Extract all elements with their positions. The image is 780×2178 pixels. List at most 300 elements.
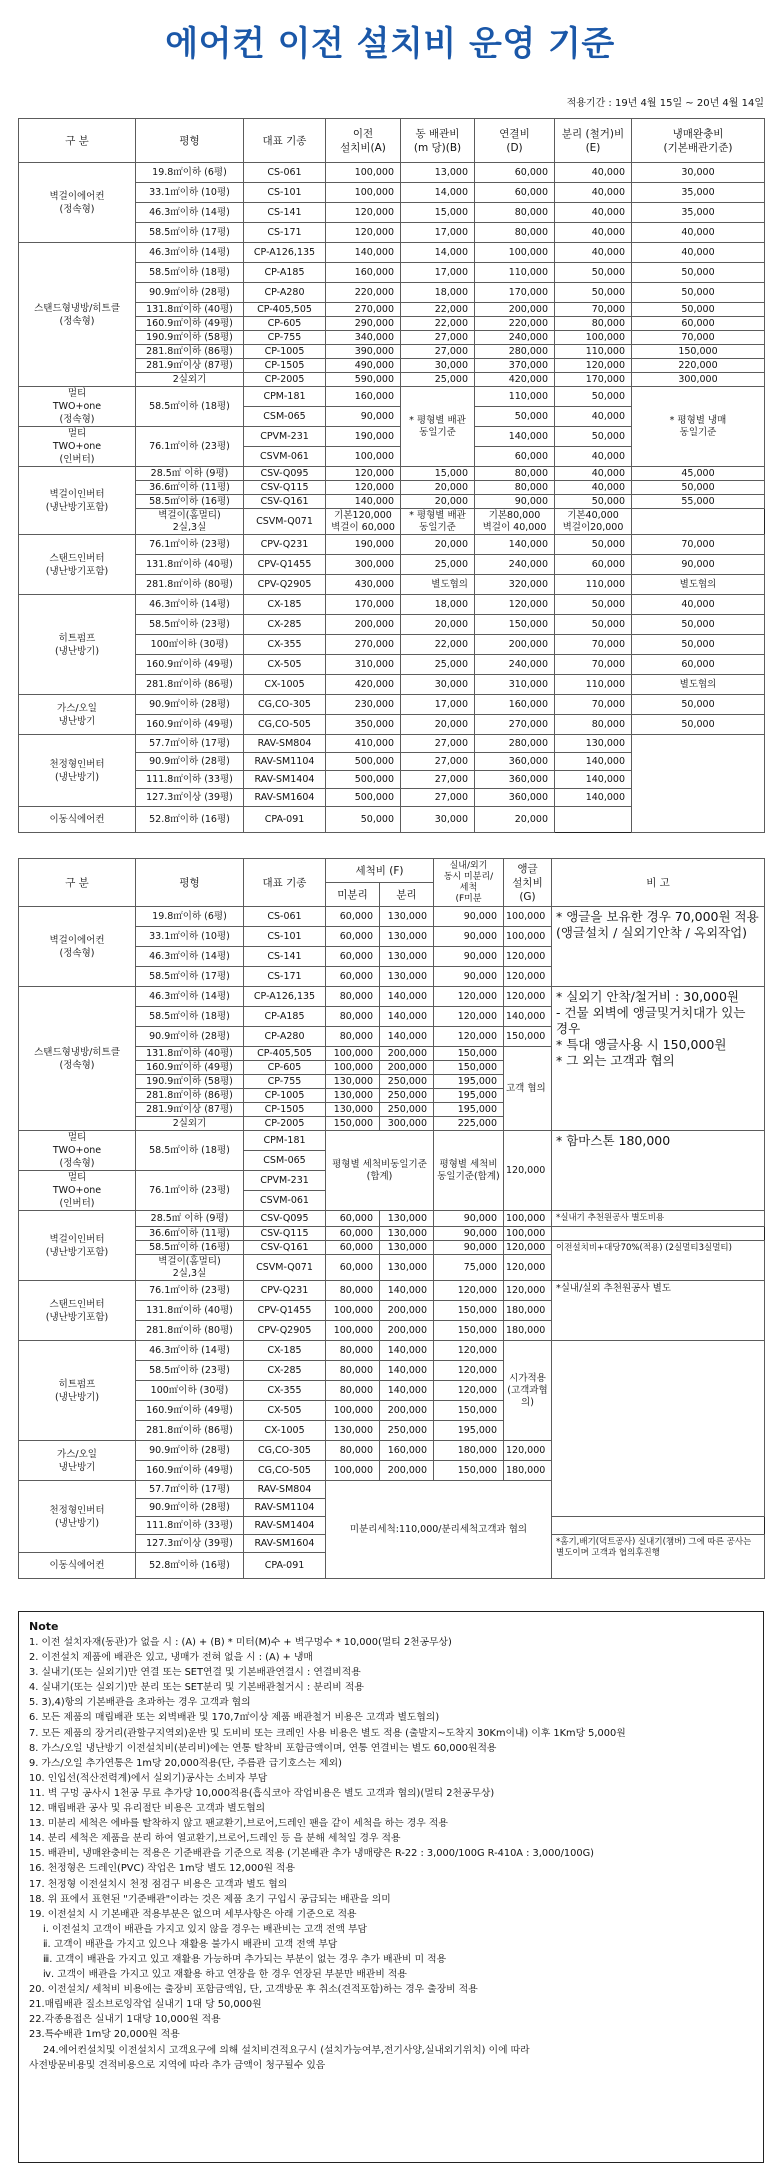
outdoor-cleaning-cell: 90,000	[434, 967, 504, 987]
connection-fee-cell: 280,000	[475, 345, 555, 359]
separation-fee-cell: 기본40,000 벽걸이20,000	[555, 509, 632, 535]
size-cell: 76.1㎡이하 (23평)	[136, 535, 244, 555]
size-cell: 58.5㎡이하 (18평)	[136, 1131, 244, 1171]
outdoor-cleaning-cell: 180,000	[434, 1441, 504, 1461]
pipe-fee-cell: 27,000	[401, 789, 475, 807]
connection-fee-cell: 140,000	[475, 535, 555, 555]
category-cell: 벽걸이에어컨 (정속형)	[19, 907, 136, 987]
angle-fee-cell: 100,000	[504, 1227, 552, 1241]
size-cell: 160.9㎡이하 (49평)	[136, 1061, 244, 1075]
model-cell: CX-1005	[244, 675, 326, 695]
move-fee-cell: 290,000	[326, 317, 401, 331]
pipe-fee-cell: 20,000	[401, 715, 475, 735]
model-cell: CSV-Q095	[244, 1211, 326, 1227]
model-cell: CX-355	[244, 635, 326, 655]
size-cell: 19.8㎡이하 (6평)	[136, 163, 244, 183]
connection-fee-cell: 50,000	[475, 407, 555, 427]
move-fee-cell: 120,000	[326, 223, 401, 243]
note-line: 24.에어컨설치및 이전설치시 고객요구에 의해 설치비견적요구시 (설치가능여부,전기사양,실내외기위치) 이에 따라	[43, 2044, 530, 2056]
outdoor-cleaning-cell: 90,000	[434, 1227, 504, 1241]
model-cell: CX-285	[244, 615, 326, 635]
size-cell: 76.1㎡이하 (23평)	[136, 1171, 244, 1211]
model-cell: CPV-Q231	[244, 1281, 326, 1301]
outdoor-cleaning-cell: 120,000	[434, 1341, 504, 1361]
pipe-fee-cell: 14,000	[401, 243, 475, 263]
model-cell: RAV-SM804	[244, 1481, 326, 1499]
connection-fee-cell: 360,000	[475, 753, 555, 771]
pipe-fee-cell: 22,000	[401, 635, 475, 655]
cleaning-no-separation-cell: 100,000	[326, 1047, 380, 1061]
connection-fee-cell: 360,000	[475, 771, 555, 789]
model-cell: RAV-SM1604	[244, 1535, 326, 1553]
model-cell: CSVM-061	[244, 447, 326, 467]
note-line: 21.매립배관 질소브로잉작업 실내기 1대 당 50,000원	[29, 1999, 262, 2011]
connection-fee-cell: 140,000	[475, 427, 555, 447]
pipe-fee-cell: 22,000	[401, 317, 475, 331]
model-cell: CSM-065	[244, 407, 326, 427]
move-fee-cell: 430,000	[326, 575, 401, 595]
model-cell: CPV-Q2905	[244, 575, 326, 595]
size-cell: 160.9㎡이하 (49평)	[136, 1401, 244, 1421]
move-fee-cell: 270,000	[326, 635, 401, 655]
pipe-fee-cell: 30,000	[401, 675, 475, 695]
header-outdoor-cleaning: 실내/외기 동시 미분리/ 세척 (F미분	[434, 859, 504, 907]
note-line: 13. 미분리 세척은 에바를 탈착하지 않고 팬교환기,브로어,드레인 팬을 같이 세척을 하는 경우 적용	[29, 1818, 448, 1830]
separation-fee-cell: 40,000	[555, 447, 632, 467]
separation-fee-cell: 110,000	[555, 345, 632, 359]
move-fee-cell: 160,000	[326, 387, 401, 407]
note-line: ⅳ. 고객이 배관을 가지고 있고 재활용 하고 연장을 한 경우 연장된 부분만 배관비 적용	[43, 1969, 407, 1981]
move-fee-cell: 50,000	[326, 807, 401, 833]
outdoor-cleaning-cell: 120,000	[434, 1361, 504, 1381]
category-cell: 스탠드형냉방/히트클 (정속형)	[19, 987, 136, 1131]
outdoor-cleaning-cell: 225,000	[434, 1117, 504, 1131]
outdoor-cleaning-cell: 150,000	[434, 1401, 504, 1421]
model-cell: CX-1005	[244, 1421, 326, 1441]
move-fee-cell: 170,000	[326, 595, 401, 615]
angle-fee-cell: 120,000	[504, 1241, 552, 1255]
outdoor-cleaning-cell: 120,000	[434, 1281, 504, 1301]
table2-body	[19, 907, 765, 1579]
model-cell: CP-605	[244, 317, 326, 331]
size-cell: 2실외기	[136, 373, 244, 387]
cleaning-no-separation-cell: 100,000	[326, 1061, 380, 1075]
refrigerant-fee-cell: 70,000	[632, 535, 765, 555]
cleaning-no-separation-cell: 130,000	[326, 1421, 380, 1441]
move-fee-cell: 90,000	[326, 407, 401, 427]
model-cell: RAV-SM804	[244, 735, 326, 753]
pipe-fee-cell: 13,000	[401, 163, 475, 183]
size-cell: 281.8㎡이하 (80평)	[136, 575, 244, 595]
cleaning-no-separation-cell: 60,000	[326, 1241, 380, 1255]
model-cell: CPM-181	[244, 387, 326, 407]
cleaning-separation-cell: 130,000	[380, 967, 434, 987]
remarks-cell	[552, 1341, 765, 1517]
cleaning-separation-cell: 140,000	[380, 1381, 434, 1401]
refrigerant-fee-cell: 50,000	[632, 263, 765, 283]
header-pipe-fee: 동 배관비 (m 당)(B)	[401, 119, 475, 163]
connection-fee-cell: 200,000	[475, 635, 555, 655]
note-line: 19. 이전설치 시 기본배관 적용부분은 없으며 세부사항은 아래 기준으로 적용	[29, 1908, 357, 1920]
model-cell: CPV-Q1455	[244, 555, 326, 575]
size-cell: 76.1㎡이하 (23평)	[136, 1281, 244, 1301]
cleaning-no-separation-cell: 80,000	[326, 1007, 380, 1027]
note-line: 4. 실내기(또는 실외기)만 분리 또는 SET분리 및 기본배관철거시 : 분리비 적용	[29, 1682, 364, 1694]
cleaning-separation-cell: 140,000	[380, 987, 434, 1007]
separation-fee-cell: 140,000	[555, 771, 632, 789]
pipe-fee-cell: 25,000	[401, 373, 475, 387]
size-cell: 281.8㎡이하 (80평)	[136, 1321, 244, 1341]
separation-fee-cell: 50,000	[555, 615, 632, 635]
category-cell: 천정형인버터 (냉난방기)	[19, 735, 136, 807]
size-cell: 19.8㎡이하 (6평)	[136, 907, 244, 927]
header-move-fee: 이전 설치비(A)	[326, 119, 401, 163]
cleaning-no-separation-cell: 150,000	[326, 1117, 380, 1131]
size-cell: 58.5㎡이하 (18평)	[136, 263, 244, 283]
separation-fee-cell: 50,000	[555, 263, 632, 283]
note-line: 3. 실내기(또는 실외기)만 연결 또는 SET연결 및 기본배관연결시 : 연결비적용	[29, 1667, 361, 1679]
refrigerant-fee-cell: 40,000	[632, 243, 765, 263]
size-cell: 160.9㎡이하 (49평)	[136, 715, 244, 735]
cleaning-no-separation-cell: 60,000	[326, 1255, 380, 1281]
table2-header-row	[19, 859, 765, 883]
note-line: 5. 3),4)항의 기본배관을 초과하는 경우 고객과 협의	[29, 1697, 251, 1709]
model-cell: CPA-091	[244, 1553, 326, 1579]
category-cell: 멀티 TWO+one (인버터)	[19, 1171, 136, 1211]
cleaning-separation-cell: 130,000	[380, 907, 434, 927]
category-cell: 스탠드인버터 (냉난방기포함)	[19, 535, 136, 595]
model-cell: CP-A185	[244, 263, 326, 283]
move-fee-cell: 120,000	[326, 481, 401, 495]
cleaning-separation-cell: 200,000	[380, 1061, 434, 1075]
remarks-cell: * 앵글을 보유한 경우 70,000원 적용 (앵글설치 / 실외기안착 / 옥외작업)	[552, 907, 765, 987]
model-cell: CG,CO-305	[244, 1441, 326, 1461]
separation-fee-cell: 40,000	[555, 407, 632, 427]
model-cell: CX-355	[244, 1381, 326, 1401]
pipe-fee-cell: 20,000	[401, 615, 475, 635]
connection-fee-cell: 기본80,000 벽걸이 40,000	[475, 509, 555, 535]
angle-fee-cell: 120,000	[504, 1131, 552, 1211]
size-cell: 111.8㎡이하 (33평)	[136, 771, 244, 789]
size-cell: 52.8㎡이하 (16평)	[136, 1553, 244, 1579]
table-row	[19, 907, 765, 927]
size-cell: 58.5㎡이하 (18평)	[136, 1007, 244, 1027]
cleaning-no-separation-cell: 60,000	[326, 907, 380, 927]
size-cell: 131.8㎡이하 (40평)	[136, 1047, 244, 1061]
cleaning-separation-cell: 200,000	[380, 1047, 434, 1061]
size-cell: 58.5㎡이하 (23평)	[136, 1361, 244, 1381]
separation-fee-cell: 40,000	[555, 223, 632, 243]
size-cell: 90.9㎡이하 (28평)	[136, 283, 244, 303]
separation-fee-cell: 40,000	[555, 467, 632, 481]
header-cleaning-fee: 세척비 (F)	[326, 859, 434, 883]
cleaning-no-separation-cell: 60,000	[326, 1227, 380, 1241]
size-cell: 111.8㎡이하 (33평)	[136, 1517, 244, 1535]
move-fee-cell: 420,000	[326, 675, 401, 695]
size-cell: 57.7㎡이하 (17평)	[136, 1481, 244, 1499]
cleaning-no-separation-cell: 100,000	[326, 1301, 380, 1321]
notes-list	[29, 1635, 753, 2073]
note-line: 22.각종용접은 실내기 1대당 10,000원 적용	[29, 2014, 221, 2026]
size-cell: 90.9㎡이하 (28평)	[136, 1027, 244, 1047]
size-cell: 58.5㎡이하 (17평)	[136, 967, 244, 987]
connection-fee-cell: 220,000	[475, 317, 555, 331]
refrigerant-fee-cell: 55,000	[632, 495, 765, 509]
category-cell: 가스/오일 냉난방기	[19, 695, 136, 735]
cleaning-no-separation-cell: 60,000	[326, 967, 380, 987]
note-line: 20. 이전설치/ 세척비 비용에는 출장비 포함금액임, 단, 고객방문 후 취소(견적포함)하는 경우 출장비 적용	[29, 1984, 478, 1996]
separation-fee-cell: 50,000	[555, 595, 632, 615]
model-cell: CP-1005	[244, 345, 326, 359]
model-cell: CP-755	[244, 331, 326, 345]
size-cell: 33.1㎡이하 (10평)	[136, 927, 244, 947]
note-line: 17. 천정형 이전설치시 천정 점검구 비용은 고객과 별도 협의	[29, 1878, 288, 1890]
model-cell: CP-A126,135	[244, 243, 326, 263]
angle-fee-cell: 180,000	[504, 1321, 552, 1341]
note-line: 8. 가스/오일 냉난방기 이전설치비(분리비)에는 연통 탈착비 포함금액이며, 연통 연결비는 별도 60,000원적용	[29, 1742, 497, 1754]
outdoor-cleaning-cell: 120,000	[434, 1007, 504, 1027]
connection-fee-cell: 310,000	[475, 675, 555, 695]
cleaning-separation-cell: 130,000	[380, 1211, 434, 1227]
separation-fee-cell: 40,000	[555, 481, 632, 495]
cleaning-no-separation-cell: 100,000	[326, 1401, 380, 1421]
separation-fee-cell: 50,000	[555, 283, 632, 303]
outdoor-cleaning-cell: 120,000	[434, 987, 504, 1007]
header-separation-fee: 분리 (철거)비 (E)	[555, 119, 632, 163]
model-cell: CX-185	[244, 595, 326, 615]
size-cell: 100㎡이하 (30평)	[136, 635, 244, 655]
refrigerant-fee-cell: 30,000	[632, 163, 765, 183]
move-fee-cell: 190,000	[326, 427, 401, 447]
connection-fee-cell: 420,000	[475, 373, 555, 387]
remarks-cell: * 함마스톤 180,000	[552, 1131, 765, 1211]
model-cell: CPV-Q231	[244, 535, 326, 555]
connection-fee-cell: 80,000	[475, 467, 555, 481]
cleaning-no-separation-cell: 60,000	[326, 1211, 380, 1227]
move-fee-cell: 160,000	[326, 263, 401, 283]
refrigerant-fee-cell: 별도협의	[632, 675, 765, 695]
outdoor-cleaning-cell: 150,000	[434, 1061, 504, 1075]
cleaning-separation-cell: 140,000	[380, 1027, 434, 1047]
header-size: 평형	[136, 859, 244, 907]
table-row	[19, 1341, 765, 1361]
cleaning-no-separation-cell: 미분리세척:110,000/분리세척고객과 협의	[326, 1481, 552, 1579]
outdoor-cleaning-cell: 195,000	[434, 1089, 504, 1103]
cleaning-separation-cell: 130,000	[380, 1255, 434, 1281]
move-fee-cell: 490,000	[326, 359, 401, 373]
model-cell: CS-171	[244, 967, 326, 987]
note-line: 23.특수배관 1m당 20,000원 적용	[29, 2029, 180, 2041]
outdoor-cleaning-cell: 평형별 세척비 동일기준(합계)	[434, 1131, 504, 1211]
refrigerant-fee-cell: 35,000	[632, 203, 765, 223]
model-cell: CPV-Q1455	[244, 1301, 326, 1321]
table-row	[19, 695, 765, 715]
size-cell: 58.5㎡이하 (17평)	[136, 223, 244, 243]
applicable-period: 적용기간 : 19년 4월 15일 ~ 20년 4월 14일	[566, 98, 764, 109]
model-cell: CSVM-061	[244, 1191, 326, 1211]
size-cell: 90.9㎡이하 (28평)	[136, 695, 244, 715]
connection-fee-cell: 280,000	[475, 735, 555, 753]
category-cell: 멀티 TWO+one (정속형)	[19, 1131, 136, 1171]
angle-fee-cell: 120,000	[504, 1281, 552, 1301]
separation-fee-cell: 130,000	[555, 735, 632, 753]
size-cell: 131.8㎡이하 (40평)	[136, 555, 244, 575]
size-cell: 28.5㎡ 이하 (9평)	[136, 467, 244, 481]
model-cell: CS-101	[244, 927, 326, 947]
cleaning-separation-cell: 130,000	[380, 927, 434, 947]
size-cell: 281.8㎡이하 (86평)	[136, 345, 244, 359]
model-cell: CS-141	[244, 947, 326, 967]
note-line: 1. 이전 설치자재(동관)가 없을 시 : (A) + (B) * 미터(M)수 + 벽구멍수 * 10,000(멀티 2천공무상)	[29, 1637, 452, 1648]
move-fee-cell: 220,000	[326, 283, 401, 303]
model-cell: CG,CO-505	[244, 1461, 326, 1481]
move-fee-cell: 500,000	[326, 771, 401, 789]
cleaning-separation-cell: 250,000	[380, 1421, 434, 1441]
pipe-fee-cell: 25,000	[401, 655, 475, 675]
category-cell: 벽걸이인버터 (냉난방기포함)	[19, 467, 136, 535]
refrigerant-fee-cell: 별도협의	[632, 575, 765, 595]
pipe-fee-cell: 25,000	[401, 555, 475, 575]
outdoor-cleaning-cell: 90,000	[434, 1241, 504, 1255]
move-fee-cell: 190,000	[326, 535, 401, 555]
move-fee-cell: 100,000	[326, 183, 401, 203]
outdoor-cleaning-cell: 150,000	[434, 1321, 504, 1341]
move-fee-cell: 100,000	[326, 447, 401, 467]
header-category: 구 분	[19, 119, 136, 163]
connection-fee-cell: 240,000	[475, 331, 555, 345]
refrigerant-fee-cell: 45,000	[632, 467, 765, 481]
model-cell: CS-061	[244, 907, 326, 927]
refrigerant-fee-cell: 50,000	[632, 481, 765, 495]
size-cell: 46.3㎡이하 (14평)	[136, 243, 244, 263]
size-cell: 281.8㎡이하 (86평)	[136, 1421, 244, 1441]
remarks-cell: *실내/실외 추천원공사 별도	[552, 1281, 765, 1341]
model-cell: CS-061	[244, 163, 326, 183]
refrigerant-fee-cell: 70,000	[632, 331, 765, 345]
category-cell: 히트펌프 (냉난방기)	[19, 595, 136, 695]
table-row	[19, 735, 765, 753]
header-connection-fee: 연결비 (D)	[475, 119, 555, 163]
note-line: 11. 벽 구멍 공사시 1천공 무료 추가당 10,000적용(흡식코아 작업비용은 별도 고객과 협의)(멀티 2천공무상)	[29, 1787, 495, 1799]
refrigerant-fee-cell	[632, 735, 765, 833]
move-fee-cell: 140,000	[326, 495, 401, 509]
cleaning-no-separation-cell: 80,000	[326, 987, 380, 1007]
refrigerant-fee-cell: 50,000	[632, 283, 765, 303]
separation-fee-cell: 70,000	[555, 303, 632, 317]
model-cell: CP-405,505	[244, 303, 326, 317]
cleaning-no-separation-cell: 80,000	[326, 1027, 380, 1047]
note-line: ⅲ. 고객이 배관을 가지고 있고 재활용 가능하며 추가되는 부분이 없는 경우 추가 배관비 미 적용	[43, 1953, 447, 1965]
size-cell: 127.3㎡이상 (39평)	[136, 1535, 244, 1553]
angle-fee-cell: 시가적용 (고객과협 의)	[504, 1341, 552, 1441]
table-row	[19, 595, 765, 615]
installation-fee-table	[18, 118, 765, 833]
table-row	[19, 1281, 765, 1301]
angle-fee-cell: 140,000	[504, 1007, 552, 1027]
separation-fee-cell: 50,000	[555, 495, 632, 509]
cleaning-no-separation-cell: 80,000	[326, 1441, 380, 1461]
model-cell: CPV-Q2905	[244, 1321, 326, 1341]
notes-heading: Note	[29, 1620, 59, 1633]
connection-fee-cell: 80,000	[475, 481, 555, 495]
connection-fee-cell: 60,000	[475, 447, 555, 467]
category-cell: 스탠드인버터 (냉난방기포함)	[19, 1281, 136, 1341]
model-cell: CSV-Q115	[244, 1227, 326, 1241]
refrigerant-fee-cell: 50,000	[632, 695, 765, 715]
remarks-cell: *홈기,배기(덕트공사) 실내기(챔버) 그에 따른 공사는 별도이며 고객과 협의후진행	[552, 1535, 765, 1579]
separation-fee-cell: 140,000	[555, 753, 632, 771]
separation-fee-cell: 170,000	[555, 373, 632, 387]
move-fee-cell: 270,000	[326, 303, 401, 317]
pipe-fee-cell: 별도협의	[401, 575, 475, 595]
size-cell: 281.8㎡이하 (86평)	[136, 675, 244, 695]
connection-fee-cell: 240,000	[475, 655, 555, 675]
separation-fee-cell: 20,000	[475, 807, 555, 833]
category-cell: 천정형인버터 (냉난방기)	[19, 1481, 136, 1553]
cleaning-separation-cell: 130,000	[380, 1241, 434, 1255]
cleaning-separation-cell: 250,000	[380, 1075, 434, 1089]
angle-fee-cell: 100,000	[504, 907, 552, 927]
size-cell: 190.9㎡이하 (58평)	[136, 1075, 244, 1089]
angle-fee-cell: 120,000	[504, 967, 552, 987]
separation-fee-cell: 70,000	[555, 635, 632, 655]
angle-fee-cell: 120,000	[504, 1441, 552, 1461]
angle-fee-cell: 100,000	[504, 927, 552, 947]
connection-fee-cell: 150,000	[475, 615, 555, 635]
note-line: 사전방문비용및 견적비용으로 지역에 따라 추가 금액이 청구될수 있음	[29, 2059, 326, 2071]
model-cell: CP-A126,135	[244, 987, 326, 1007]
size-cell: 28.5㎡ 이하 (9평)	[136, 1211, 244, 1227]
category-cell: 벽걸이인버터 (냉난방기포함)	[19, 1211, 136, 1281]
model-cell: RAV-SM1104	[244, 753, 326, 771]
refrigerant-fee-cell: 35,000	[632, 183, 765, 203]
model-cell: CSVM-Q071	[244, 1255, 326, 1281]
pipe-fee-cell: 17,000	[401, 695, 475, 715]
cleaning-separation-cell: 140,000	[380, 1341, 434, 1361]
header-category: 구 분	[19, 859, 136, 907]
outdoor-cleaning-cell: 90,000	[434, 1211, 504, 1227]
table1-header-row	[19, 119, 765, 163]
category-cell: 히트펌프 (냉난방기)	[19, 1341, 136, 1441]
angle-fee-cell: 고객 협의	[504, 1047, 552, 1131]
table-row	[19, 1211, 765, 1227]
table-row	[19, 987, 765, 1007]
separation-fee-cell: 40,000	[555, 163, 632, 183]
move-fee-cell: 410,000	[326, 735, 401, 753]
category-cell: 가스/오일 냉난방기	[19, 1441, 136, 1481]
size-cell: 160.9㎡이하 (49평)	[136, 1461, 244, 1481]
size-cell: 46.3㎡이하 (14평)	[136, 987, 244, 1007]
cleaning-separation-cell: 300,000	[380, 1117, 434, 1131]
size-cell: 281.9㎡이상 (87평)	[136, 359, 244, 373]
model-cell: CS-141	[244, 203, 326, 223]
connection-fee-cell: 80,000	[475, 203, 555, 223]
move-fee-cell: 310,000	[326, 655, 401, 675]
refrigerant-fee-cell: 50,000	[632, 715, 765, 735]
size-cell: 36.6㎡이하 (11평)	[136, 1227, 244, 1241]
cleaning-no-separation-cell: 130,000	[326, 1075, 380, 1089]
model-cell: CG,CO-505	[244, 715, 326, 735]
table-row	[19, 387, 765, 407]
connection-fee-cell: 60,000	[475, 183, 555, 203]
model-cell: CSVM-Q071	[244, 509, 326, 535]
outdoor-cleaning-cell: 120,000	[434, 1381, 504, 1401]
move-fee-cell: 390,000	[326, 345, 401, 359]
model-cell: RAV-SM1404	[244, 771, 326, 789]
connection-fee-cell: 160,000	[475, 695, 555, 715]
pipe-fee-cell: 17,000	[401, 223, 475, 243]
note-line: 10. 인입선(적산전력계)에서 실외기)공사는 소비자 부담	[29, 1772, 268, 1784]
